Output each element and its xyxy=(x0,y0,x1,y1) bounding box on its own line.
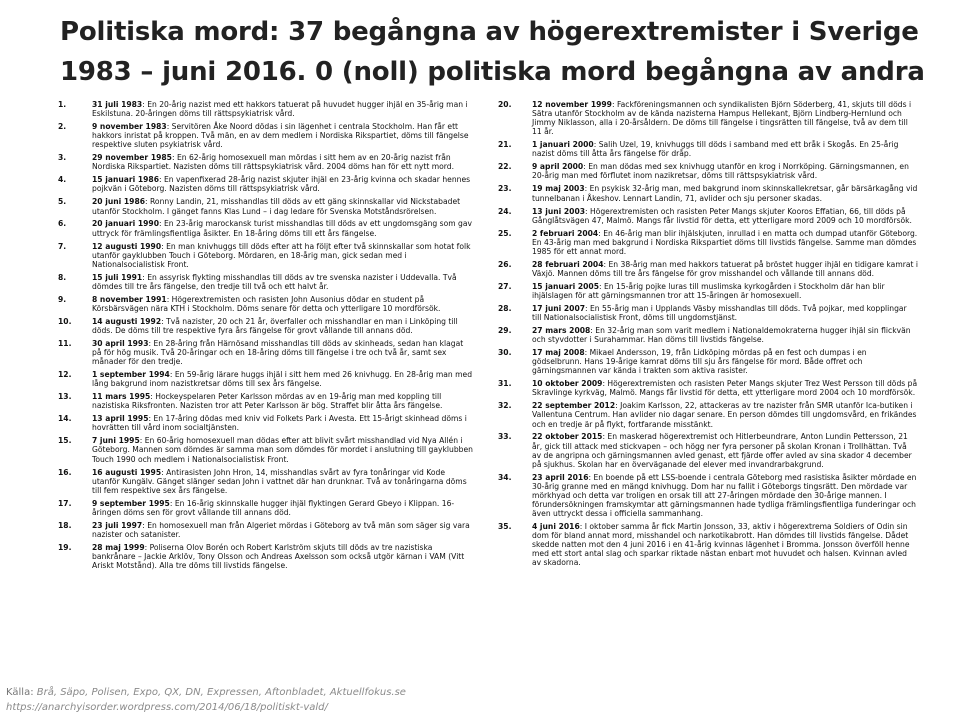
list-item xyxy=(58,219,474,237)
item-description: : Hockeyspelaren Peter Karlsson mördas av en 19-årig man med koppling till nazistiska Riksfronten. Nazisten tror att Peter Karlsson är bög. Straffet blir åtta års fängelse. xyxy=(92,392,443,411)
list-item xyxy=(58,122,474,149)
item-date: 1 januari 2000 xyxy=(532,140,594,150)
list-item xyxy=(498,348,918,375)
item-number: 7. xyxy=(58,241,67,251)
item-date: 2 februari 2004 xyxy=(532,228,599,238)
item-date: 28 maj 1999 xyxy=(92,542,145,552)
item-text xyxy=(92,468,474,495)
item-number: 32. xyxy=(498,401,512,411)
item-date: 29 november 1985 xyxy=(92,153,172,163)
item-number: 31. xyxy=(498,379,512,389)
list-item xyxy=(58,242,474,269)
item-date: 14 augusti 1992 xyxy=(92,316,162,326)
list-item xyxy=(58,543,474,570)
item-text xyxy=(532,162,918,180)
item-date: 23 juli 1997 xyxy=(92,520,143,530)
item-text xyxy=(92,339,474,366)
page-title xyxy=(60,12,940,92)
item-description: : En maskerad högerextremist och Hitlerbeundrare, Anton Lundin Pettersson, 21 år, gick till attack med stickvapen – och högg ner fyra personer på skolan Kronan i Trollhättan. Två av de angripna och gärningsmannen avled genast, ett fjärde offer avled av sina skador 4 december på sjukhus. Skolan har en överväganade del elever med invandrarbakgrund. xyxy=(532,432,912,469)
right-column-list xyxy=(498,100,918,571)
item-text xyxy=(532,473,918,518)
item-description: : Fackföreningsmannen och syndikalisten Björn Söderberg, 41, skjuts till döds i Sätra utanför Stockholm av de kända nazisterna Hampus Hellekant, Björn Lindberg-Hernlund och Jimmy Niklasson, alla i 20-årsåldern. De döms till fängelse i tingsrätten till fängelse, två av dem till 11 år. xyxy=(532,100,912,137)
item-description: : En 23-årig marockansk turist misshandlas till döds av ett ungdomsgäng som gav uttryck för främlingsfientliga åsikter. En 18-åring döms till ett års fängelse. xyxy=(92,219,473,238)
item-number: 8. xyxy=(58,272,67,282)
item-text xyxy=(92,175,474,193)
item-description: : En man dödas med sex knivhugg utanför en krog i Norrköping. Gärningsmannen, en 20-årig man med förflutet inom nazikretsar, döms till rättspsykiatrisk vård. xyxy=(532,162,909,181)
list-item xyxy=(498,379,918,397)
item-description: : En 16-årig skinnskalle hugger ihjäl flyktingen Gerard Gbeyo i Klippan. 16-åringen döms sen för grovt vållande till annans död. xyxy=(92,498,455,517)
item-description: : Högerextremisten och rasisten Peter Mangs skjuter Kooros Effatian, 66, till döds på Gånglåtsvägen 47, Malmö. Mangs får livstid för detta, ett ytterligare mord 2009 och 10 mordförsök. xyxy=(532,206,912,225)
source-line xyxy=(6,685,906,700)
item-description: : Ronny Landin, 21, misshandlas till döds av ett gäng skinnskallar vid Nickstabadet utanför Stockholm. I gänget fanns Klas Lund – i dag ledare för Svenska Motståndsrörelsen. xyxy=(92,197,461,216)
item-date: 15 januari 2005 xyxy=(532,281,600,291)
item-description: : En assyrisk flykting misshandlas till döds av tre svenska nazister i Uddevalla. Två dömdes till tre års fängelse, den tredje till två och ett halvt år. xyxy=(92,272,457,291)
item-text xyxy=(532,282,918,300)
item-number: 19. xyxy=(58,542,72,552)
item-text xyxy=(532,432,918,468)
item-description: : En 38-årig man med hakkors tatuerat på bröstet hugger ihjäl en tidigare kamrat i Växjö. Mannen döms till tre års fängelse för grov misshandel och vållande till annans död. xyxy=(532,259,919,278)
item-number: 3. xyxy=(58,153,67,163)
item-text xyxy=(532,326,918,344)
item-date: 19 maj 2003 xyxy=(532,184,585,194)
list-item xyxy=(58,175,474,193)
item-description: : Mikael Andersson, 19, från Lidköping mördas på en fest och dumpas i en gödselbrunn. Hans 19-årige kamrat döms till sju års fängelse för mord. Både offret och gärningsmannen var kända i trakten som aktiva rasister. xyxy=(532,348,867,376)
item-description: : En 17-åring dödas med kniv vid Folkets Park i Avesta. Ett 15-årigt skinhead döms i hovrätten till vård inom socialtjänsten. xyxy=(92,414,467,433)
list-item xyxy=(498,260,918,278)
item-number: 33. xyxy=(498,432,512,442)
list-item xyxy=(58,273,474,291)
item-text xyxy=(532,379,918,397)
item-description: : En psykisk 32-årig man, med bakgrund inom skinnskallekretsar, går bärsärkagång vid tunnelbanan i Åkeshov. Lennart Landin, 71, avlider och sju personer skadas. xyxy=(532,184,918,203)
item-number: 35. xyxy=(498,522,512,532)
item-text xyxy=(532,184,918,202)
item-number: 28. xyxy=(498,303,512,313)
item-date: 9 september 1995 xyxy=(92,498,170,508)
list-item xyxy=(498,207,918,225)
item-text xyxy=(92,273,474,291)
item-text xyxy=(532,522,918,567)
item-text xyxy=(532,100,918,136)
item-text xyxy=(92,295,474,313)
item-description: : En 15-årig pojke luras till muslimska kyrkogården i Stockholm där han blir ihjälslagen för att gärningsmannen tror att 15-åringen är homosexuell. xyxy=(532,281,885,300)
item-text xyxy=(92,197,474,215)
item-description: : Joakim Karlsson, 22, attackeras av tre nazister från SMR utanför Ica-butiken i Vallentuna Centrum. Han avlider nio dagar senare. En person dömdes till ungdomsvård, en frikändes och en tredje är på flykt, fortfarande misstänkt. xyxy=(532,401,917,429)
source-url[interactable]: https://anarchyisorder.wordpress.com/2014/06/18/politiskt-vald/ xyxy=(6,702,328,713)
list-item xyxy=(58,521,474,539)
item-date: 12 augusti 1990 xyxy=(92,241,162,251)
item-description: : Högerextremisten och rasisten Peter Mangs skjuter Trez West Persson till döds på Skravlinge kyrkväg, Malmö. Mangs får livstid för detta, ett ytterligare mord 2004 och 10 mordförsök. xyxy=(532,379,918,398)
item-date: 22 september 2012 xyxy=(532,401,616,411)
item-date: 23 april 2016 xyxy=(532,472,589,482)
item-date: 22 oktober 2015 xyxy=(532,432,603,442)
title-line-2: 1983 – juni 2016. 0 (noll) politiska mord begångna av andra xyxy=(60,57,925,87)
item-date: 12 november 1999 xyxy=(532,100,612,109)
item-number: 24. xyxy=(498,206,512,216)
item-number: 15. xyxy=(58,436,72,446)
item-date: 9 november 1983 xyxy=(92,122,167,132)
item-text xyxy=(92,392,474,410)
item-number: 23. xyxy=(498,184,512,194)
item-description: : En 46-årig man blir ihjälskjuten, inrullad i en matta och dumpad utanför Göteborg. En 43-årig man med bakgrund i Nordiska Rikspartiet döms till livstids fängelse. Samme man dömdes 1985 för ett annat mord. xyxy=(532,228,918,256)
list-item xyxy=(58,392,474,410)
item-date: 27 mars 2008 xyxy=(532,325,591,335)
list-item xyxy=(498,140,918,158)
item-date: 17 maj 2008 xyxy=(532,348,585,358)
item-number: 16. xyxy=(58,467,72,477)
item-date: 11 mars 1995 xyxy=(92,392,151,402)
item-description: : En 55-årig man i Upplands Väsby misshandlas till döds. Två pojkar, med kopplingar till Nationalsocialistisk Front, döms till ungdomstjänst. xyxy=(532,303,907,322)
item-number: 22. xyxy=(498,162,512,172)
item-date: 4 juni 2016 xyxy=(532,522,580,532)
item-number: 18. xyxy=(58,520,72,530)
list-item xyxy=(58,317,474,335)
item-text xyxy=(92,436,474,463)
item-description: : En 32-årig man som varit medlem i Nationaldemokraterna hugger ihjäl sin flickvän och styvdotter i Surahammar. Han döms till livstids fängelse. xyxy=(532,325,911,345)
item-text xyxy=(92,219,474,237)
list-item xyxy=(498,100,918,136)
list-item xyxy=(58,153,474,171)
item-description: : En 28-åring från Härnösand misshandlas till döds av skinheads, sedan han klagat på för hög musik. Två 20-åringar och en 18-åring döms till fängelse i tre och två år, samt sex månader för den tredje. xyxy=(92,338,464,367)
list-item xyxy=(58,468,474,495)
item-number: 5. xyxy=(58,197,67,207)
item-number: 29. xyxy=(498,325,512,335)
item-number: 1. xyxy=(58,100,67,109)
list-item xyxy=(498,326,918,344)
item-text xyxy=(532,229,918,256)
item-date: 17 juni 2007 xyxy=(532,303,586,313)
item-description: : Två nazister, 20 och 21 år, överfaller och misshandlar en man i Linköping till döds. De döms till tre respektive fyra års fängelse för grovt vållande till annans död. xyxy=(92,316,458,335)
source-list: Brå, Säpo, Polisen, Expo, QX, DN, Expressen, Aftonbladet, Aktuellfokus.se xyxy=(33,687,406,698)
item-date: 13 april 1995 xyxy=(92,414,149,424)
item-number: 13. xyxy=(58,392,72,402)
item-text xyxy=(92,499,474,517)
item-description: : En 62-årig homosexuell man mördas i sitt hem av en 20-årig nazist från Nordiska Rikspartiet. Nazisten döms till rättspsykiatrisk vård. 2004 döms han för ett nytt mord. xyxy=(92,153,455,172)
item-text xyxy=(92,100,474,118)
item-number: 20. xyxy=(498,100,512,109)
list-item xyxy=(498,432,918,468)
item-description: : I oktober samma år fick Martin Jonsson, 33, aktiv i högerextrema Soldiers of Odin sin dom för bland annat mord, misshandel och narkotikabrott. Han dömdes till livstids fängelse. Dådet skedde natten mot den 4 juni 2016 i en 41-årig kvinnas lägenhet i Bromma. Jonsson överföll henne med ett stort antal slag och sparkar riktade nästan enbart mot huvudet och halsen. Kvinnan avled av skadorna. xyxy=(532,522,910,568)
item-date: 13 juni 2003 xyxy=(532,206,586,216)
item-description: : En 20-årig nazist med ett hakkors tatuerat på huvudet hugger ihjäl en 35-årig man i Eskilstuna. 20-åringen döms till rättspsykiatrisk vård. xyxy=(92,100,468,119)
source-footer xyxy=(6,685,906,715)
list-item xyxy=(58,295,474,313)
item-description: : Högerextremisten och rasisten John Ausonius dödar en student på Körsbärsvägen nära KTH i Stockholm. Döms senare för detta och ytterligare 10 mordförsök. xyxy=(92,294,441,313)
item-text xyxy=(532,401,918,428)
list-item xyxy=(498,473,918,518)
item-text xyxy=(532,348,918,375)
list-item xyxy=(498,401,918,428)
item-number: 12. xyxy=(58,370,72,380)
item-number: 10. xyxy=(58,316,72,326)
list-item xyxy=(58,370,474,388)
item-date: 20 juni 1986 xyxy=(92,197,146,207)
list-item xyxy=(58,197,474,215)
item-date: 9 april 2000 xyxy=(532,162,584,172)
item-date: 20 januari 1990 xyxy=(92,219,160,229)
item-date: 7 juni 1995 xyxy=(92,436,140,446)
item-date: 31 juli 1983 xyxy=(92,100,143,109)
list-item xyxy=(498,184,918,202)
item-description: : En homosexuell man från Algeriet mördas i Göteborg av två män som säger sig vara nazister och satanister. xyxy=(92,520,470,539)
list-item xyxy=(58,414,474,432)
item-description: : En man knivhuggs till döds efter att ha följt efter två skinnskallar som hotat folk utanför gayklubben Touch i Göteborg. Mördaren, en 18-årig man, gick sedan med i Nationalsocialistisk Front. xyxy=(92,241,471,269)
item-number: 11. xyxy=(58,338,72,348)
item-number: 27. xyxy=(498,281,512,291)
item-text xyxy=(92,370,474,388)
list-item xyxy=(498,229,918,256)
list-item xyxy=(58,339,474,366)
item-text xyxy=(92,414,474,432)
item-text xyxy=(532,260,918,278)
list-item xyxy=(498,162,918,180)
item-date: 8 november 1991 xyxy=(92,294,167,304)
list-item xyxy=(58,436,474,463)
item-text xyxy=(92,317,474,335)
item-number: 17. xyxy=(58,498,72,508)
item-text xyxy=(92,122,474,149)
list-item xyxy=(498,282,918,300)
list-item xyxy=(498,304,918,322)
item-text xyxy=(92,543,474,570)
item-text xyxy=(92,242,474,269)
item-description: : En 60-årig homosexuell man dödas efter att blivit svårt misshandlad vid Nya Allén i Göteborg. Mannen som dömdes är samma man som dömdes för mordet i anslutning till gayklubben Touch 1990 och medlem i Nationalsocialistisk Front. xyxy=(92,436,473,464)
item-number: 4. xyxy=(58,175,67,185)
item-number: 14. xyxy=(58,414,72,424)
item-date: 28 februari 2004 xyxy=(532,259,604,269)
list-item xyxy=(498,522,918,567)
item-description: : Poliserna Olov Borén och Robert Karlström skjuts till döds av tre nazistiska bankrånare – Jackie Arklöv, Tony Olsson och Andreas Axelsson som också utgör kärnan i VAM (Vitt Ariskt Motstånd). Alla tre döms till livstids fängelse. xyxy=(92,542,465,571)
left-column-list xyxy=(58,100,474,574)
item-number: 2. xyxy=(58,122,67,132)
item-text xyxy=(92,521,474,539)
item-number: 30. xyxy=(498,348,512,358)
item-number: 21. xyxy=(498,140,512,150)
item-description: : En vapenfixerad 28-årig nazist skjuter ihjäl en 23-årig kvinna och skadar hennes pojkvän i Göteborg. Nazisten döms till rättspsykiatrisk vård. xyxy=(92,175,471,194)
source-label: Källa: xyxy=(6,687,34,698)
item-text xyxy=(532,304,918,322)
item-number: 26. xyxy=(498,259,512,269)
item-text xyxy=(92,153,474,171)
item-number: 25. xyxy=(498,228,512,238)
item-number: 9. xyxy=(58,294,67,304)
item-description: : En 59-årig lärare huggs ihjäl i sitt hem med 26 knivhugg. En 28-årig man med lång bakgrund inom nazistkretsar döms till sex års fängelse. xyxy=(92,370,473,389)
item-description: : Salih Uzel, 19, knivhuggs till döds i samband med ett bråk i Skogås. En 25-årig nazist döms till åtta års fängelse för dråp. xyxy=(532,140,899,159)
item-date: 30 april 1993 xyxy=(92,338,149,348)
item-text xyxy=(532,207,918,225)
item-date: 10 oktober 2009 xyxy=(532,379,603,389)
item-number: 6. xyxy=(58,219,67,229)
item-date: 15 juli 1991 xyxy=(92,272,143,282)
item-description: : Servitören Åke Noord dödas i sin lägenhet i centrala Stockholm. Han får ett hakkors inristat på kroppen. Två män, en av dem medlem i Nordiska Rikspartiet, döms till fängelse respektive sluten psykiatrisk vård. xyxy=(92,122,469,150)
item-date: 1 september 1994 xyxy=(92,370,170,380)
item-description: : Antirasisten John Hron, 14, misshandlas svårt av fyra tonåringar vid Kode utanför Kungälv. Gänget slänger sedan John i vattnet där han drunknar. Två av tonåringarna döms till fem respektive sex års fängelse. xyxy=(92,467,467,495)
item-date: 15 januari 1986 xyxy=(92,175,160,185)
title-line-1: Politiska mord: 37 begångna av högerextremister i Sverige xyxy=(60,17,919,47)
item-date: 16 augusti 1995 xyxy=(92,467,162,477)
list-item xyxy=(58,100,474,118)
list-item xyxy=(58,499,474,517)
item-number: 34. xyxy=(498,472,512,482)
item-description: : En boende på ett LSS-boende i centrala Göteborg med rasistiska åsikter mördade en 30-årig granne med en mängd knivhugg. Dom har nu fallit i Göteborgs tingsrätt. Den mördade var mörkhyad och detta var troligen en orsak till att 27-åringen mördade den 30-årige mannen. I förundersökningen framskymtar att gärningsmannen hade tydliga främlingsfientliga funderingar och även uttryckt dessa i officiella sammanhang. xyxy=(532,472,917,519)
item-text xyxy=(532,140,918,158)
